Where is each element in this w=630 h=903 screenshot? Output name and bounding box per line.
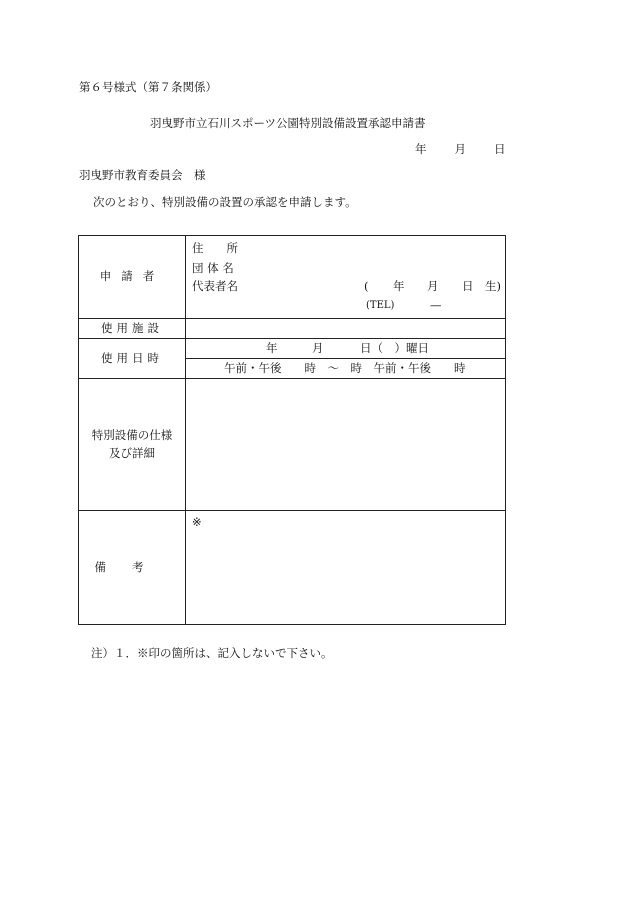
applicant-label: 申請者	[99, 269, 165, 284]
notes-mark: ※	[192, 515, 202, 529]
date-year: 年	[415, 142, 427, 156]
datetime-label-cell	[79, 339, 186, 379]
facility-label: 使用施設	[101, 320, 163, 335]
facility-label-cell	[79, 319, 186, 339]
intro-text: 次のとおり、特別設備の設置の承認を申請します。	[93, 195, 357, 209]
spec-label-line1: 特別設備の仕様	[91, 428, 173, 443]
footnote: 注）１．※印の箇所は、記入しないで下さい。	[91, 646, 333, 660]
tel-dash: —	[430, 298, 442, 312]
address-label: 住 所	[192, 241, 238, 255]
facility-field[interactable]	[186, 319, 506, 339]
document-title: 羽曳野市立石川スポーツ公園特別設備設置承認申請書	[150, 116, 426, 130]
spec-label-cell	[79, 379, 186, 511]
birth-open-paren: (	[364, 279, 369, 293]
usage-date-row	[79, 339, 506, 359]
spec-field[interactable]	[186, 379, 506, 511]
facility-row	[79, 319, 506, 339]
notes-field[interactable]	[186, 511, 506, 625]
date-month: 月	[454, 142, 466, 156]
application-form-table	[78, 235, 506, 625]
date-day: 日	[494, 142, 506, 156]
notes-label-cell	[79, 511, 186, 625]
birth-month: 月	[427, 279, 439, 293]
representative-label: 代表者名	[192, 279, 238, 293]
form-number: 第６号様式（第７条関係）	[79, 80, 217, 94]
usage-day-weekday: 日（ ）曜日	[360, 341, 429, 355]
birth-day: 日	[462, 279, 474, 293]
birth-suffix: 生)	[485, 279, 501, 293]
notes-label: 備考	[94, 559, 170, 574]
usage-date-field[interactable]	[186, 339, 506, 359]
applicant-label-cell	[79, 236, 186, 319]
usage-year: 年	[266, 341, 278, 355]
tel-label: (TEL)	[366, 300, 395, 311]
addressee: 羽曳野市教育委員会 様	[79, 168, 206, 182]
datetime-label: 使用日時	[101, 350, 163, 365]
birth-year: 年	[393, 279, 405, 293]
usage-time-field[interactable]	[186, 359, 506, 379]
usage-month: 月	[312, 341, 324, 355]
spec-label-line2: 及び詳細	[109, 445, 155, 460]
notes-row	[79, 511, 506, 625]
application-date	[415, 144, 506, 156]
spec-row	[79, 379, 506, 511]
applicant-field[interactable]	[186, 236, 506, 319]
usage-time-line: 午前・午後 時 ～ 時 午前・午後 時	[224, 361, 466, 375]
group-name-label: 団 体 名	[192, 261, 234, 275]
applicant-row	[79, 236, 506, 319]
